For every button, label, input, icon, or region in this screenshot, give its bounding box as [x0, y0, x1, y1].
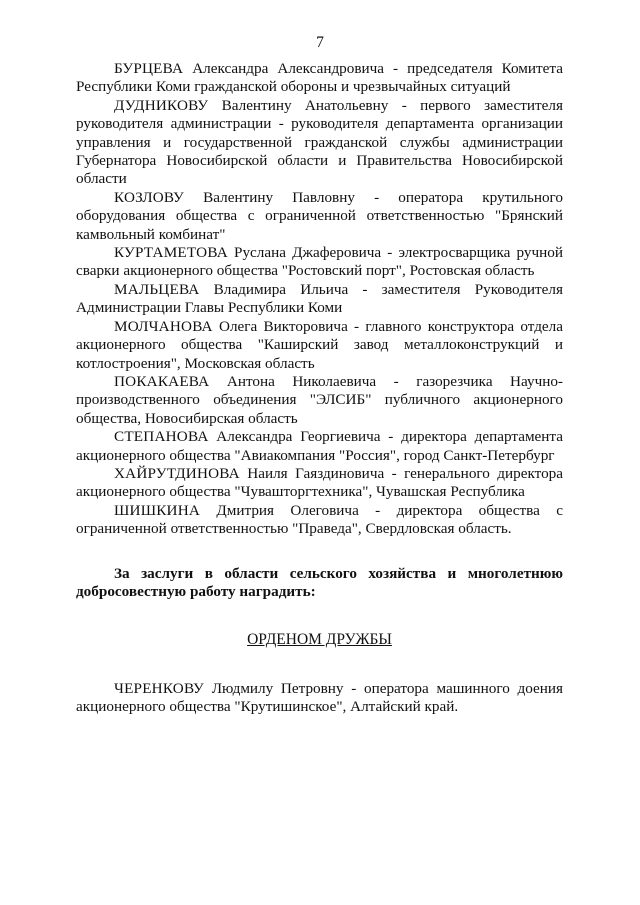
award-entry — [76, 60, 563, 97]
entry-surname: КОЗЛОВУ — [114, 188, 184, 206]
entry-surname: СТЕПАНОВА — [114, 428, 209, 446]
entry-surname: ДУДНИКОВУ — [114, 96, 209, 114]
section-heading: За заслуги в области сельского хозяйства и многолетнюю добросовестную работу наградить: — [76, 564, 563, 600]
award-entry — [76, 373, 563, 428]
award-entry — [76, 680, 563, 717]
award-entry — [76, 428, 563, 465]
entry-text: Олега Викторовича - главного конструктора отдела акционерного общества "Каширский завод металлоконструкций и котлостроения", Московская область — [76, 317, 563, 372]
entry-surname: ПОКАКАЕВА — [114, 372, 210, 390]
entry-text: Александра Александровича - председателя Комитета Республики Коми гражданской обороны и чрезвычайных ситуаций — [76, 60, 563, 96]
entry-text: Антона Николаевича - газорезчика Научно-производственного объединения "ЭЛСИБ" публичного акционерного общества, Новосибирская область — [76, 372, 563, 427]
entry-text: Дмитрия Олеговича - директора общества с ограниченной ответственностью "Праведа", Свердловская область. — [76, 501, 563, 538]
entry-surname: КУРТАМЕТОВА — [114, 244, 228, 262]
award-entry — [76, 502, 563, 539]
entry-surname: ШИШКИНА — [114, 501, 201, 519]
entry-text: Наиля Гаяздиновича - генерального директора акционерного общества "Чувашторгтехника", Чувашская Республика — [76, 464, 563, 501]
document-body — [76, 60, 563, 717]
award-entry — [76, 244, 563, 281]
entry-surname: МОЛЧАНОВА — [114, 317, 213, 335]
award-entry — [76, 97, 563, 189]
award-entry — [76, 189, 563, 244]
entry-surname: БУРЦЕВА — [114, 60, 184, 77]
entry-text: Людмилу Петровну - оператора машинного доения акционерного общества "Крутишинское", Алтайский край. — [76, 679, 563, 716]
entry-surname: ХАЙРУТДИНОВА — [114, 464, 240, 482]
entry-text: Валентину Анатольевну - первого заместителя руководителя администрации - руководителя департамента организации управления и государственной гражданской службы администрации Губернатора Новосибирской области и Правительства Новосибирской области — [76, 96, 563, 188]
entry-text: Александра Георгиевича - директора департамента акционерного общества "Авиакомпания "Россия", город Санкт-Петербург — [76, 428, 563, 464]
entry-surname: ЧЕРЕНКОВУ — [114, 679, 205, 697]
entry-text: Владимира Ильича - заместителя Руководителя Администрации Главы Республики Коми — [76, 280, 563, 317]
order-title: ОРДЕНОМ ДРУЖБЫ — [247, 631, 392, 649]
page-number: 7 — [316, 34, 324, 51]
entry-text: Руслана Джаферовича - электросварщика ручной сварки акционерного общества "Ростовский порт", Ростовская область — [76, 244, 563, 280]
entry-surname: МАЛЬЦЕВА — [114, 280, 200, 298]
entry-text: Валентину Павловну - оператора крутильного оборудования общества с ограниченной ответственностью "Брянский камвольный комбинат" — [76, 188, 563, 243]
award-entry — [76, 465, 563, 502]
award-entry — [76, 318, 563, 373]
award-entry — [76, 281, 563, 318]
